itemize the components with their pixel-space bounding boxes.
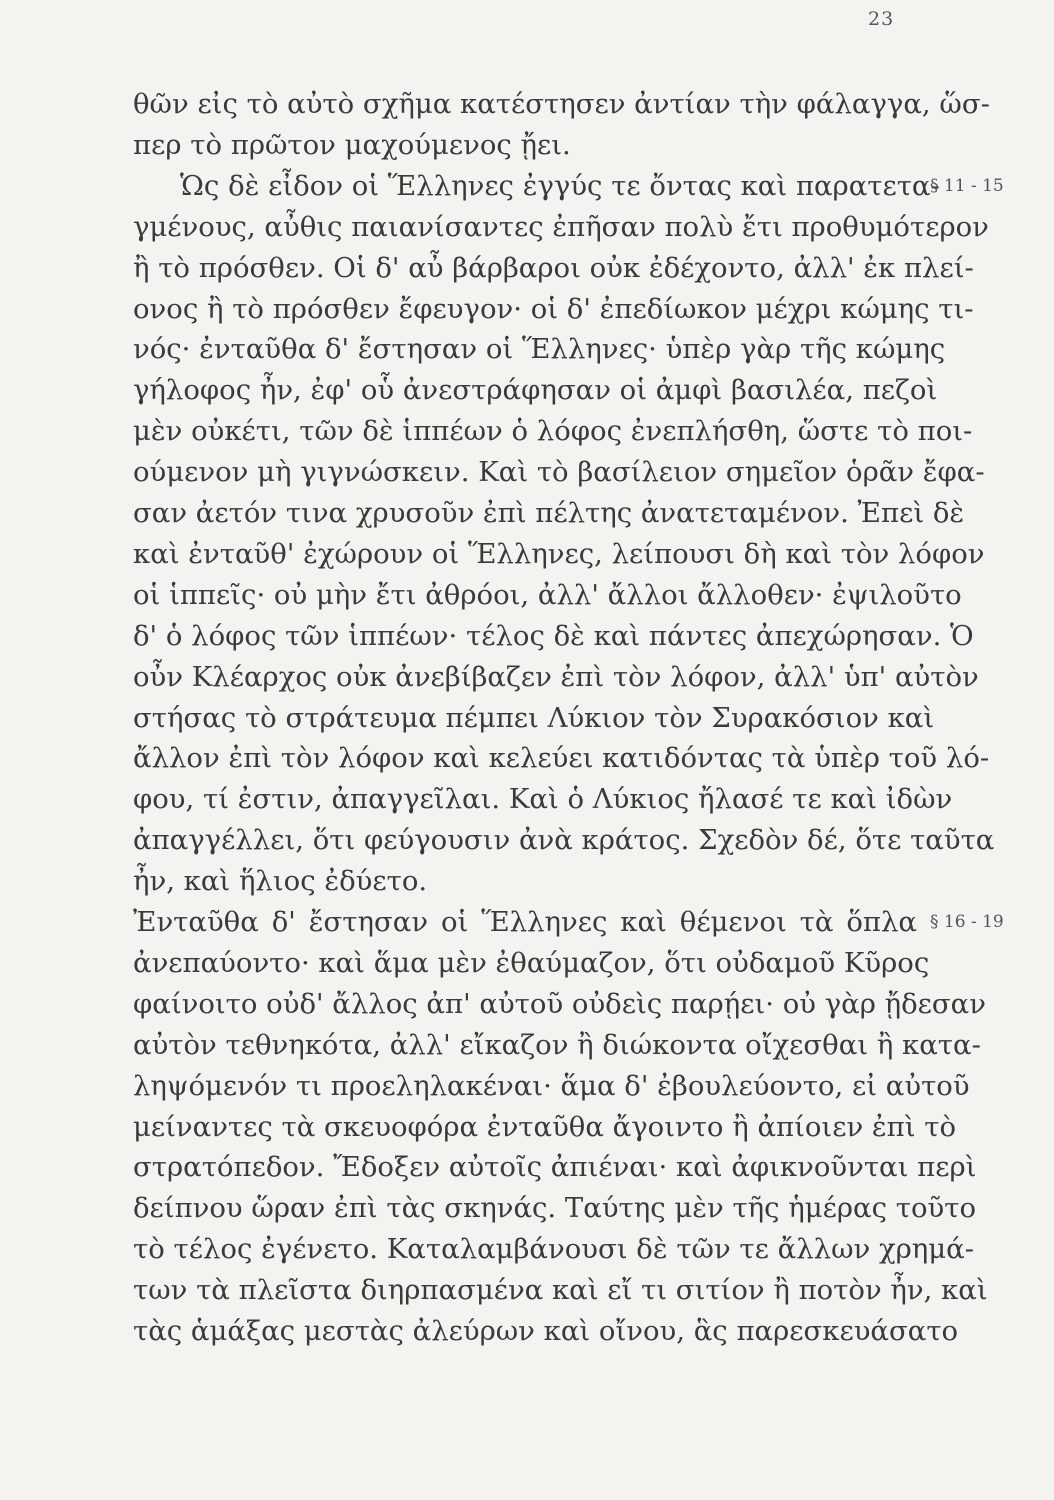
text-line: ἀπαγγέλλει, ὅτι φεύγουσιν ἀνὰ κράτος. Σχεδὸν δέ, ὅτε ταῦτα <box>133 824 995 857</box>
text-line: των τὰ πλεῖστα διηρπασμένα καὶ εἴ τι σιτίον ἢ ποτὸν ἦν, καὶ <box>133 1274 988 1307</box>
text-line: στήσας τὸ στράτευμα πέμπει Λύκιον τὸν Συρακόσιον καὶ <box>133 701 935 734</box>
text-line: ληψόμενόν τι προεληλακέναι· ἅμα δ' ἐβουλεύοντο, εἰ αὐτοῦ <box>133 1069 970 1102</box>
text-line: ούμενον μὴ γιγνώσκειν. Καὶ τὸ βασίλειον σημεῖον ὁρᾶν ἔφα- <box>133 456 985 489</box>
text-line: περ τὸ πρῶτον μαχούμενος ᾔει. <box>133 128 571 161</box>
text-line: οὖν Κλέαρχος οὐκ ἀνεβίβαζεν ἐπὶ τὸν λόφον, ἀλλ' ὑπ' αὐτὸν <box>133 660 979 693</box>
text-line: οἱ ἱππεῖς· οὐ μὴν ἔτι ἀθρόοι, ἀλλ' ἄλλοι ἄλλοθεν· ἐψιλοῦτο <box>133 578 962 611</box>
text-line: ἄλλον ἐπὶ τὸν λόφον καὶ κελεύει κατιδόντας τὰ ὑπὲρ τοῦ λό- <box>133 742 990 775</box>
text-line: τὸ τέλος ἐγένετο. Καταλαμβάνουσι δὲ τῶν τε ἄλλων χρημά- <box>133 1233 974 1266</box>
text-line: καὶ ἐνταῦθ' ἐχώρουν οἱ Ἕλληνες, λείπουσι δὴ καὶ τὸν λόφον <box>133 537 985 570</box>
text-line: θῶν εἰς τὸ αὐτὸ σχῆμα κατέστησεν ἀντίαν τὴν φάλαγγα, ὥσ- <box>133 88 990 120</box>
text-line: Ἐνταῦθα δ' ἔστησαν οἱ Ἕλληνες καὶ θέμενοι τὰ ὅπλα <box>133 906 917 938</box>
text-line: ονος ἢ τὸ πρόσθεν ἔφευγον· οἱ δ' ἐπεδίωκον μέχρι κώμης τι- <box>133 292 974 325</box>
text-line: ἦν, καὶ ἥλιος ἐδύετο. <box>133 865 428 898</box>
text-line: σαν ἀετόν τινα χρυσοῦν ἐπὶ πέλτης ἀνατεταμένον. Ἐπεὶ δὲ <box>133 497 965 529</box>
text-line: γήλοφος ἦν, ἐφ' οὗ ἀνεστράφησαν οἱ ἀμφὶ βασιλέα, πεζοὶ <box>133 374 938 407</box>
text-line: Ὡς δὲ εἶδον οἱ Ἕλληνες ἐγγύς τε ὄντας καὶ παρατετα- <box>180 169 940 202</box>
section-reference: § 11 - 15 <box>930 175 1004 196</box>
text-line: τὰς ἁμάξας μεστὰς ἀλεύρων καὶ οἴνου, ἃς παρεσκευάσατο <box>133 1315 959 1347</box>
text-line: αὐτὸν τεθνηκότα, ἀλλ' εἴκαζον ἢ διώκοντα οἴχεσθαι ἢ κατα- <box>133 1028 981 1061</box>
text-line: μείναντες τὰ σκευοφόρα ἐνταῦθα ἄγοιντο ἢ ἀπίοιεν ἐπὶ τὸ <box>133 1110 957 1143</box>
text-line: δ' ὁ λόφος τῶν ἱππέων· τέλος δὲ καὶ πάντες ἀπεχώρησαν. Ὁ <box>133 619 974 652</box>
text-line: στρατόπεδον. Ἔδοξεν αὐτοῖς ἀπιέναι· καὶ ἀφικνοῦνται περὶ <box>133 1151 977 1184</box>
text-line: μὲν οὐκέτι, τῶν δὲ ἱππέων ὁ λόφος ἐνεπλήσθη, ὥστε τὸ ποι- <box>133 415 973 448</box>
text-line: φου, τί ἐστιν, ἀπαγγεῖλαι. Καὶ ὁ Λύκιος ἤλασέ τε καὶ ἰδὼν <box>133 783 953 816</box>
text-line: νός· ἐνταῦθα δ' ἔστησαν οἱ Ἕλληνες· ὑπὲρ γὰρ τῆς κώμης <box>133 333 946 366</box>
text-line: ἀνεπαύοντο· καὶ ἅμα μὲν ἐθαύμαζον, ὅτι οὐδαμοῦ Κῦρος <box>133 946 930 979</box>
text-line: ἢ τὸ πρόσθεν. Οἱ δ' αὖ βάρβαροι οὐκ ἐδέχοντο, ἀλλ' ἐκ πλεί- <box>133 251 974 284</box>
section-reference: § 16 - 19 <box>930 912 1004 932</box>
text-line: γμένους, αὖθις παιανίσαντες ἐπῆσαν πολὺ ἔτι προθυμότερον <box>133 210 989 243</box>
text-line: δείπνου ὥραν ἐπὶ τὰς σκηνάς. Ταύτης μὲν τῆς ἡμέρας τοῦτο <box>133 1192 977 1225</box>
page-number: 23 <box>868 8 895 30</box>
text-line: φαίνοιτο οὐδ' ἄλλος ἀπ' αὐτοῦ οὐδεὶς παρῄει· οὐ γὰρ ᾔδεσαν <box>133 987 986 1020</box>
